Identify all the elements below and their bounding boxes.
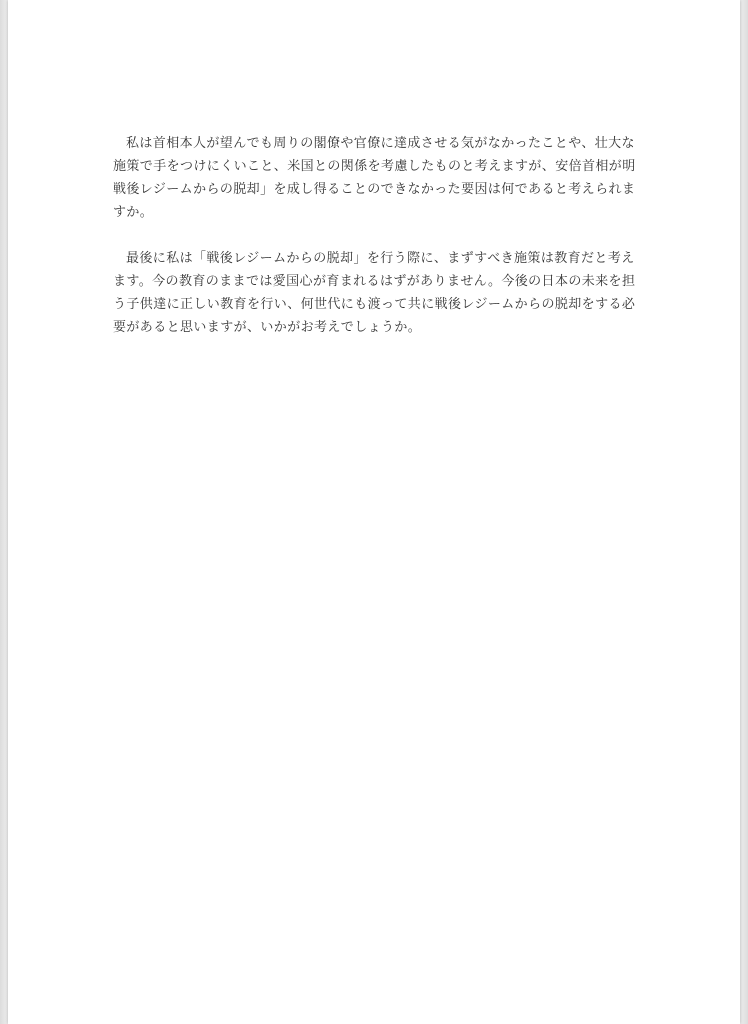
paragraph-question-reasons: 私は首相本人が望んでも周りの閣僚や官僚に達成させる気がなかったことや、壮大な施策で手をつけにくいこと、米国との関係を考慮したものと考えますが、安倍首相が明戦後レジームからの脱却」を成し得ることのできなかった要因は何であると考えられますか。 [113, 136, 636, 220]
document-page [8, 0, 740, 1024]
paragraph-education-proposal: 最後に私は「戦後レジームからの脱却」を行う際に、まずすべき施策は教育だと考えます。今の教育のままでは愛国心が育まれるはずがありません。今後の日本の未来を担う子供達に正しい教育を行い、何世代にも渡って共に戦後レジームからの脱却をする必要があると思いますが、いかがお考えでしょうか。 [113, 251, 636, 335]
page-body [113, 132, 643, 362]
